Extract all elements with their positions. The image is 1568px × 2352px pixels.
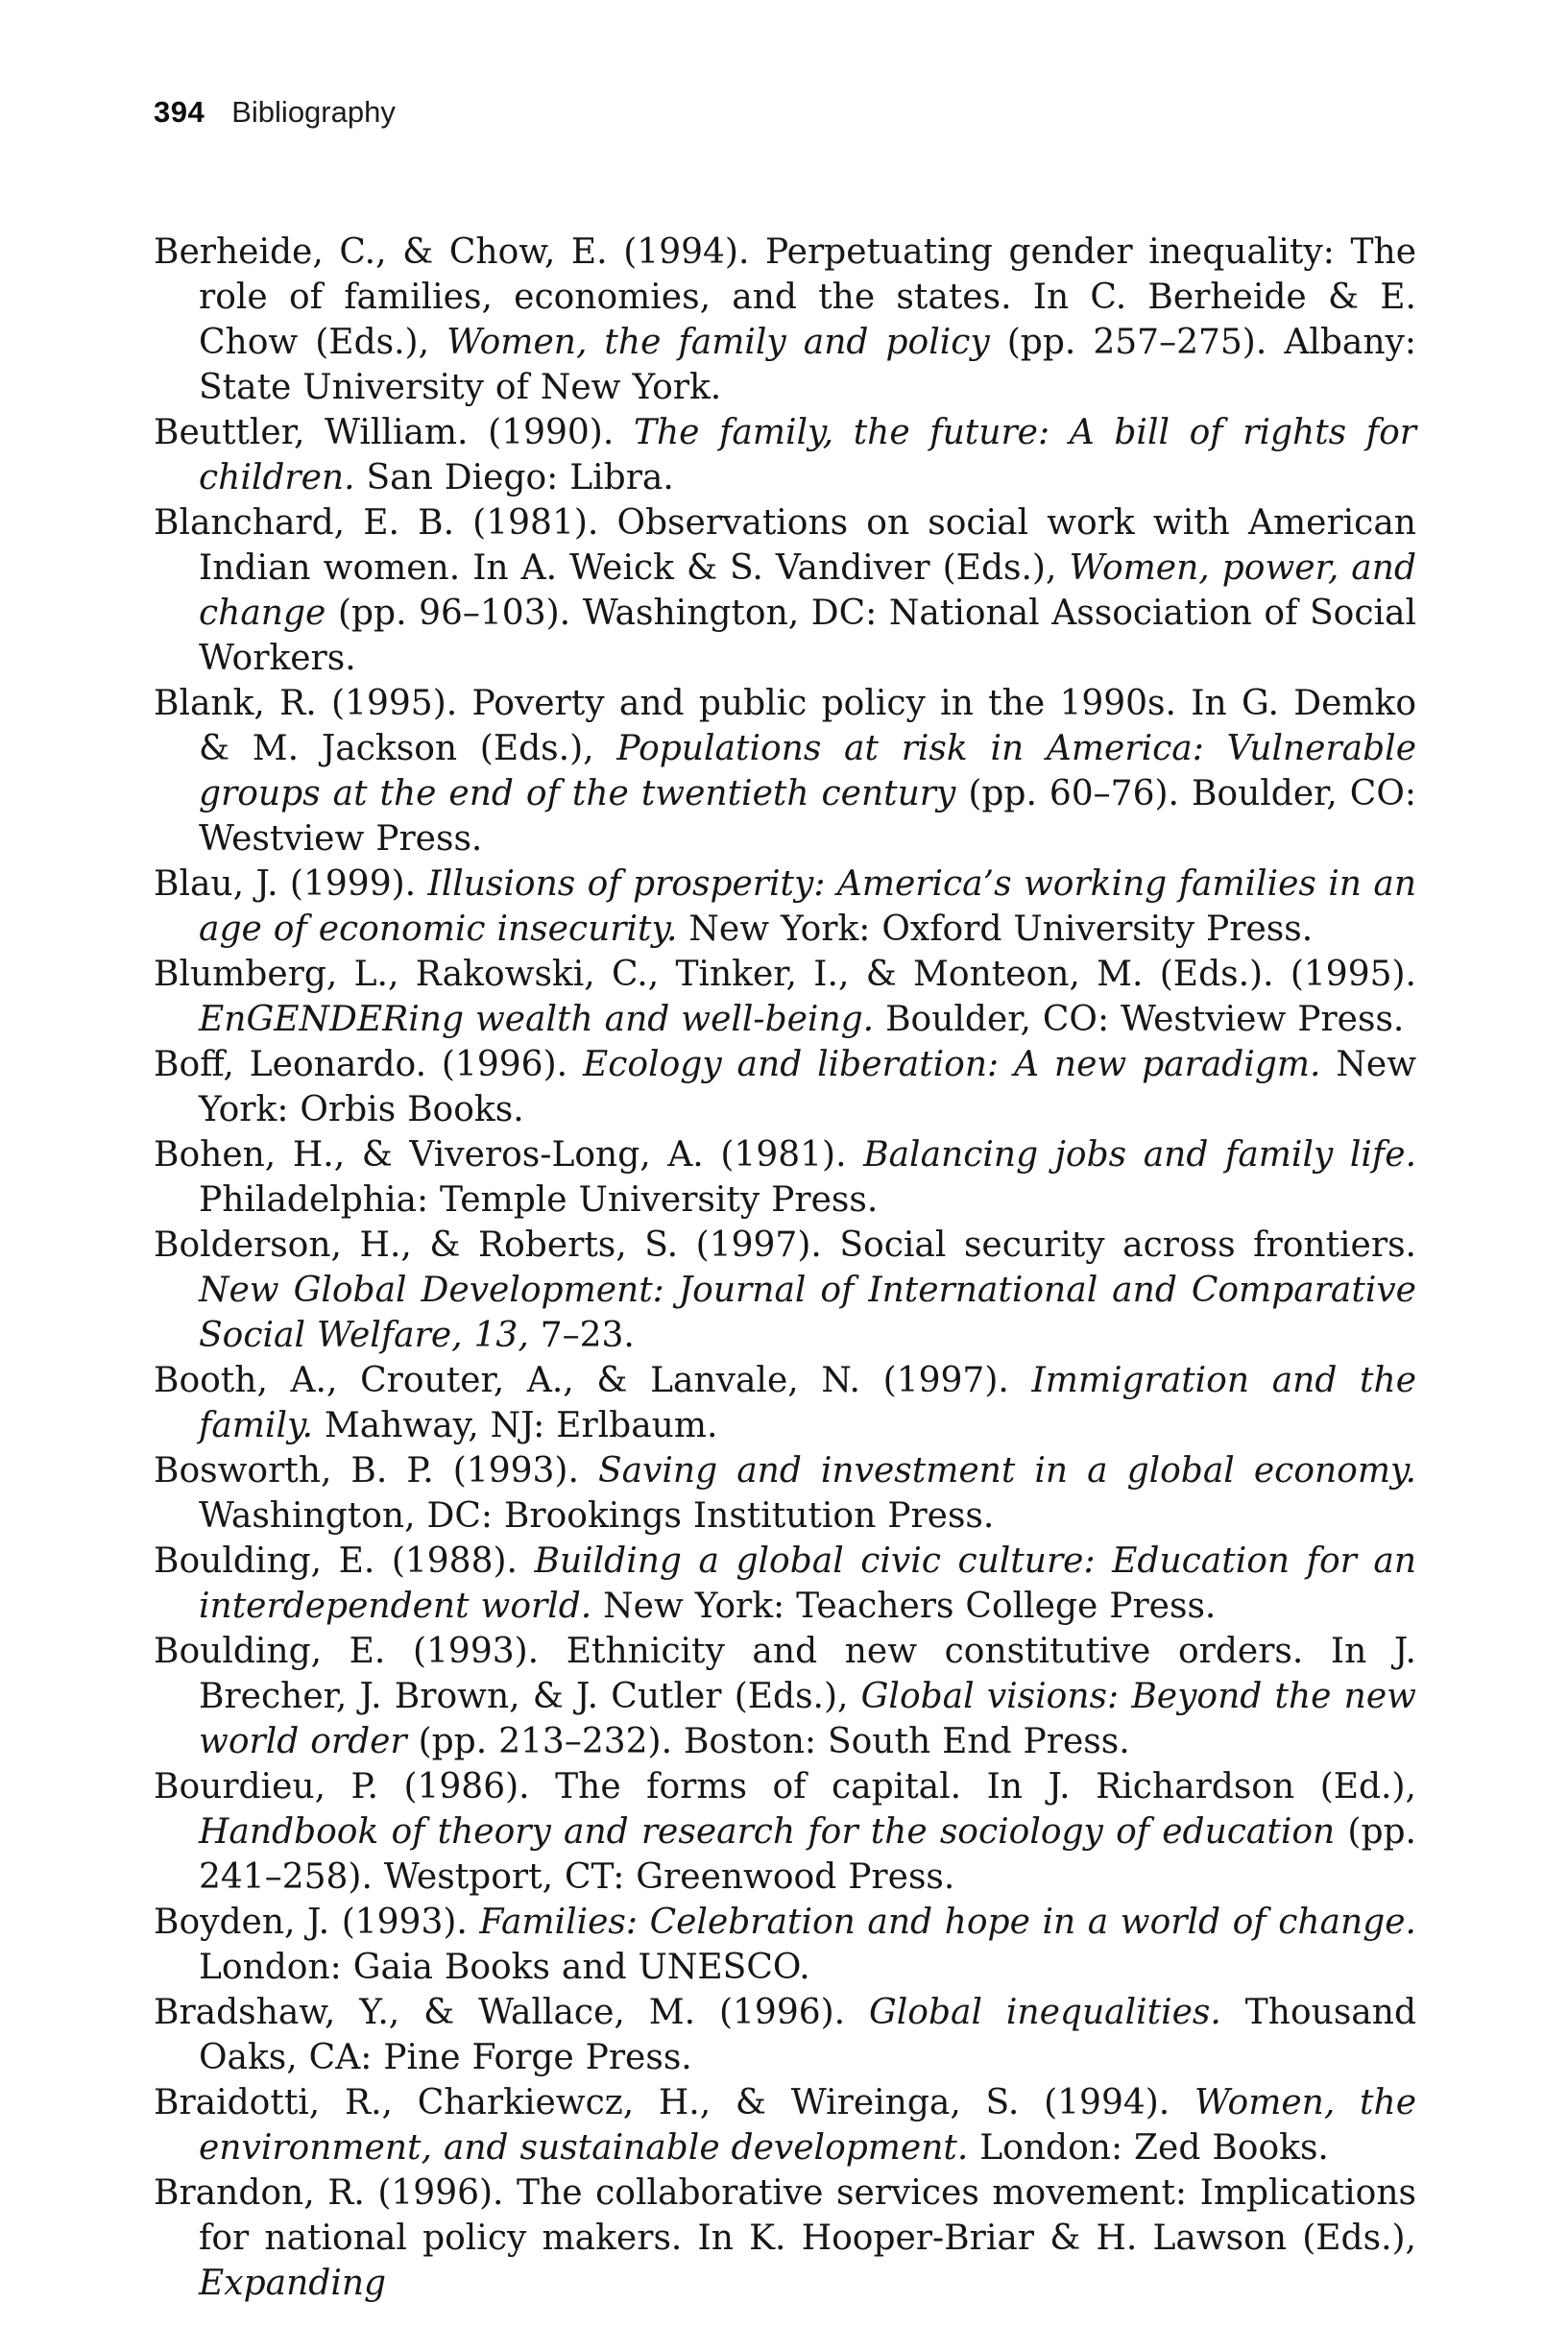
entry-segment: Blank, R. (1995). Poverty and public policy in the 1990s. In G. Demko & M. Jackson (Eds.), (154, 684, 1416, 768)
bibliography-entry (154, 952, 1416, 1042)
entry-segment: (pp. 96–103). Washington, DC: National Association of Social Workers. (199, 594, 1416, 678)
entry-segment-italic: Women, power, and change (199, 548, 1417, 633)
entry-segment-italic: Women, the family and policy (446, 323, 990, 362)
entry-segment-italic: Families: Celebration and hope in a world of change. (479, 1903, 1416, 1942)
entry-segment: Bradshaw, Y., & Wallace, M. (1996). (154, 1993, 870, 2032)
bibliography-entry (154, 1132, 1416, 1223)
entry-segment-italic: Building a global civic culture: Education for an interdependent world. (199, 1541, 1416, 1626)
entry-segment: London: Zed Books. (968, 2128, 1329, 2168)
bibliography-entry (154, 1629, 1416, 1764)
bibliography-entry (154, 500, 1416, 681)
entry-segment-italic: Expanding (199, 2264, 387, 2303)
bibliography-entry (154, 1358, 1416, 1448)
entry-segment: (pp. 60–76). Boulder, CO: Westview Press. (199, 774, 1416, 859)
entry-segment-italic: Populations at risk in America: Vulnerable groups at the end of the twentieth century (199, 729, 1416, 813)
entry-segment: New York: Teachers College Press. (591, 1587, 1217, 1626)
bibliography-entry (154, 1539, 1416, 1629)
entry-segment: (pp. 257–275). Albany: State University of New York. (199, 323, 1416, 407)
bibliography-entry (154, 1448, 1416, 1539)
entry-segment: Booth, A., Crouter, A., & Lanvale, N. (1997). (154, 1361, 1032, 1400)
bibliography-list (154, 230, 1416, 2306)
page-header (154, 94, 1416, 130)
entry-segment: Brandon, R. (1996). The collaborative services movement: Implications for national policy makers. In K. Hooper-Briar & H. Lawson (Eds.), (154, 2173, 1416, 2258)
entry-segment-italic: Ecology and liberation: A new paradigm. (582, 1045, 1321, 1084)
entry-segment: London: Gaia Books and UNESCO. (199, 1948, 810, 1987)
entry-segment: 7–23. (528, 1316, 635, 1355)
entry-segment: Blau, J. (1999). (154, 864, 428, 904)
bibliography-entry (154, 1764, 1416, 1900)
entry-segment: Bourdieu, P. (1986). The forms of capital. In J. Richardson (Ed.), (154, 1767, 1416, 1806)
entry-segment-italic: Saving and investment in a global economy. (597, 1451, 1416, 1491)
bibliography-entry (154, 410, 1416, 500)
entry-segment-italic: The family, the future: A bill of rights for children. (199, 413, 1417, 497)
entry-segment: Philadelphia: Temple University Press. (199, 1180, 879, 1220)
entry-segment: Boyden, J. (1993). (154, 1903, 480, 1942)
entry-segment-italic: Handbook of theory and research for the sociology of education (199, 1812, 1336, 1852)
bibliography-entry (154, 1990, 1416, 2080)
entry-segment-italic: Illusions of prosperity: America’s working families in an age of economic insecurity. (199, 864, 1417, 949)
entry-segment-italic: Global visions: Beyond the new world order (199, 1677, 1416, 1761)
entry-segment: Blumberg, L., Rakowski, C., Tinker, I., & Monteon, M. (Eds.). (1995). (154, 955, 1416, 994)
entry-segment: Bosworth, B. P. (1993). (154, 1451, 598, 1491)
entry-segment: San Diego: Libra. (354, 458, 674, 497)
bibliography-entry (154, 2080, 1416, 2170)
entry-segment-italic: Global inequalities. (869, 1993, 1221, 2032)
bibliography-entry (154, 861, 1416, 952)
entry-segment: (pp. 213–232). Boston: South End Press. (406, 1722, 1130, 1761)
entry-segment: New York: Oxford University Press. (677, 909, 1314, 949)
entry-segment: Boulding, E. (1988). (154, 1541, 535, 1581)
entry-segment: Thousand Oaks, CA: Pine Forge Press. (199, 1993, 1416, 2077)
entry-segment: New York: Orbis Books. (199, 1045, 1417, 1129)
entry-segment: Beuttler, William. (1990). (154, 413, 634, 452)
bibliography-entry (154, 1900, 1416, 1990)
entry-segment: Mahway, NJ: Erlbaum. (312, 1406, 718, 1445)
entry-segment: Boulding, E. (1993). Ethnicity and new constitutive orders. In J. Brecher, J. Brown, & J. Cutler (Eds.), (154, 1632, 1416, 1716)
section-title: Bibliography (231, 95, 396, 129)
bibliography-entry (154, 1223, 1416, 1358)
entry-segment: Boulder, CO: Westview Press. (874, 1000, 1405, 1039)
entry-segment: Bohen, H., & Viveros-Long, A. (1981). (154, 1135, 864, 1175)
entry-segment: Blanchard, E. B. (1981). Observations on social work with American Indian women. In A. Weick & S. Vandiver (Eds.), (154, 503, 1416, 588)
entry-segment: Boff, Leonardo. (1996). (154, 1045, 583, 1084)
bibliography-entry (154, 681, 1416, 861)
page-number: 394 (154, 95, 205, 129)
entry-segment-italic: EnGENDERing wealth and well-being. (199, 1000, 875, 1039)
entry-segment-italic: Balancing jobs and family life. (863, 1135, 1417, 1175)
entry-segment: Bolderson, H., & Roberts, S. (1997). Social security across frontiers. (154, 1225, 1416, 1265)
entry-segment-italic: Women, the environment, and sustainable development. (199, 2083, 1417, 2168)
bibliography-entry (154, 2170, 1416, 2306)
entry-segment: Washington, DC: Brookings Institution Press. (199, 1496, 995, 1536)
bibliography-entry (154, 1042, 1416, 1132)
entry-segment-italic: Immigration and the family. (199, 1361, 1416, 1445)
entry-segment: (pp. 241–258). Westport, CT: Greenwood Press. (199, 1812, 1416, 1897)
entry-segment: Braidotti, R., Charkiewcz, H., & Wireinga, S. (1994). (154, 2083, 1194, 2122)
entry-segment-italic: New Global Development: Journal of International and Comparative Social Welfare, 13, (199, 1271, 1416, 1355)
bibliography-entry (154, 230, 1416, 410)
entry-segment: Berheide, C., & Chow, E. (1994). Perpetuating gender inequality: The role of families, economies, and the states. In C. Berheide & E. Chow (Eds.), (154, 232, 1416, 362)
